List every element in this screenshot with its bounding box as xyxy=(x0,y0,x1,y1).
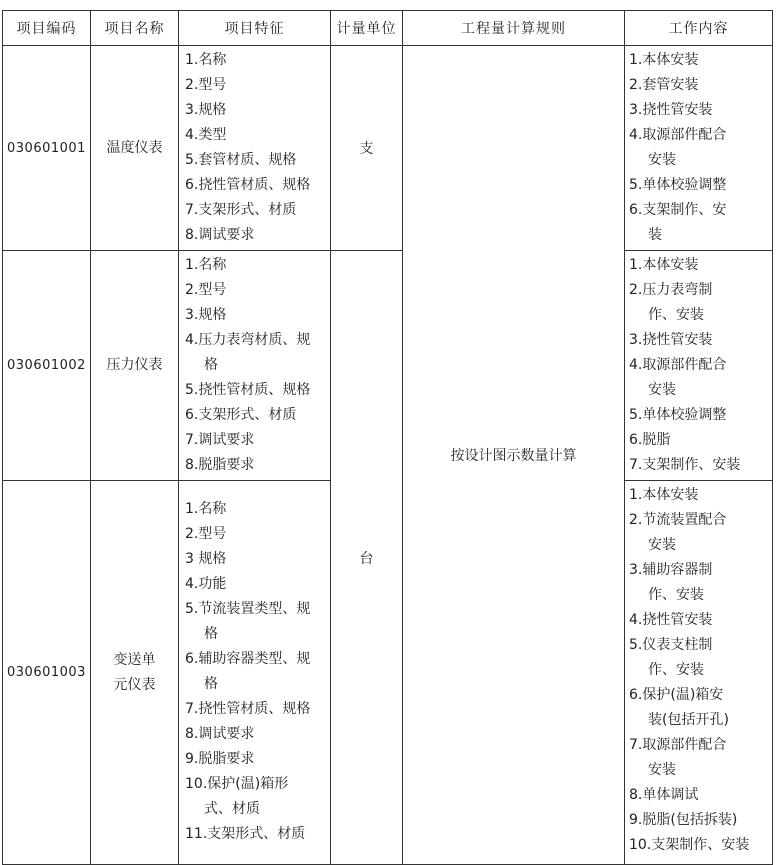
work-item: 10.支架制作、安装 xyxy=(629,837,750,853)
item-name-line: 元仪表 xyxy=(113,676,156,693)
work-item: 6.脱脂 xyxy=(629,432,671,448)
feature-item: 7.调试要求 xyxy=(185,432,255,448)
feature-item: 1.名称 xyxy=(185,501,227,517)
rule-cell: 按设计图示数量计算 xyxy=(403,46,625,865)
table-row xyxy=(3,251,773,481)
item-name: 温度仪表 xyxy=(91,46,179,251)
work-item: 4.取源部件配合 xyxy=(629,357,727,373)
work-item: 8.单体调试 xyxy=(629,787,699,803)
work-item: 6.支架制作、安 xyxy=(629,202,727,218)
work-item: 安装 xyxy=(648,152,676,168)
work-item: 作、安装 xyxy=(648,307,704,323)
feature-item: 2.型号 xyxy=(185,526,227,542)
feature-item: 3 规格 xyxy=(185,551,227,567)
feature-item: 3.规格 xyxy=(185,307,227,323)
work-item: 5.单体校验调整 xyxy=(629,177,727,193)
work-item: 4.挠性管安装 xyxy=(629,612,713,628)
work-item: 6.保护(温)箱安 xyxy=(629,687,724,703)
header-code: 项目编码 xyxy=(3,11,91,46)
item-code: 030601002 xyxy=(3,251,91,481)
work-item: 装 xyxy=(648,227,662,243)
item-name-line: 变送单 xyxy=(113,651,156,668)
header-work: 工作内容 xyxy=(625,11,773,46)
unit-cell: 支 xyxy=(331,46,403,251)
work-list xyxy=(625,481,773,865)
work-item: 安装 xyxy=(648,537,676,553)
work-item: 安装 xyxy=(648,382,676,398)
feature-list xyxy=(179,46,331,251)
feature-item: 2.型号 xyxy=(185,77,227,93)
feature-item: 11.支架形式、材质 xyxy=(185,826,306,842)
item-code: 030601003 xyxy=(3,481,91,865)
work-item: 安装 xyxy=(648,762,676,778)
feature-item: 3.规格 xyxy=(185,102,227,118)
feature-item: 4.类型 xyxy=(185,127,227,143)
header-unit: 计量单位 xyxy=(331,11,403,46)
feature-item: 6.支架形式、材质 xyxy=(185,407,297,423)
feature-item: 8.调试要求 xyxy=(185,726,255,742)
unit-cell: 台 xyxy=(331,251,403,865)
work-item: 2.套管安装 xyxy=(629,77,699,93)
item-code: 030601001 xyxy=(3,46,91,251)
work-item: 7.支架制作、安装 xyxy=(629,457,741,473)
header-features: 项目特征 xyxy=(179,11,331,46)
work-list xyxy=(625,46,773,251)
work-item: 2.节流装置配合 xyxy=(629,512,727,528)
work-item: 1.本体安装 xyxy=(629,52,699,68)
feature-item: 7.支架形式、材质 xyxy=(185,202,297,218)
feature-item: 式、材质 xyxy=(204,801,260,817)
feature-item: 9.脱脂要求 xyxy=(185,751,255,767)
work-item: 5.单体校验调整 xyxy=(629,407,727,423)
work-item: 作、安装 xyxy=(648,587,704,603)
work-item: 1.本体安装 xyxy=(629,487,699,503)
item-name: 压力仪表 xyxy=(91,251,179,481)
feature-item: 8.调试要求 xyxy=(185,227,255,243)
feature-item: 格 xyxy=(204,626,218,642)
work-item: 9.脱脂(包括拆装) xyxy=(629,812,738,828)
feature-item: 5.挠性管材质、规格 xyxy=(185,382,311,398)
feature-item: 2.型号 xyxy=(185,282,227,298)
feature-item: 10.保护(温)箱形 xyxy=(185,776,289,792)
table-row xyxy=(3,46,773,251)
work-item: 3.辅助容器制 xyxy=(629,562,713,578)
work-item: 3.挠性管安装 xyxy=(629,102,713,118)
work-item: 4.取源部件配合 xyxy=(629,127,727,143)
feature-item: 7.挠性管材质、规格 xyxy=(185,701,311,717)
work-item: 5.仪表支柱制 xyxy=(629,637,713,653)
feature-item: 6.挠性管材质、规格 xyxy=(185,177,311,193)
feature-item: 5.套管材质、规格 xyxy=(185,152,297,168)
feature-item: 格 xyxy=(204,676,218,692)
feature-item: 4.功能 xyxy=(185,576,227,592)
feature-item: 4.压力表弯材质、规 xyxy=(185,332,311,348)
work-item: 2.压力表弯制 xyxy=(629,282,713,298)
work-item: 7.取源部件配合 xyxy=(629,737,727,753)
feature-list xyxy=(179,251,331,481)
work-item: 装(包括开孔) xyxy=(648,712,729,728)
feature-item: 1.名称 xyxy=(185,257,227,273)
feature-item: 6.辅助容器类型、规 xyxy=(185,651,311,667)
header-rule: 工程量计算规则 xyxy=(403,11,625,46)
work-item: 1.本体安装 xyxy=(629,257,699,273)
feature-list xyxy=(179,481,331,865)
header-row xyxy=(3,11,773,46)
feature-item: 格 xyxy=(204,357,218,373)
feature-item: 8.脱脂要求 xyxy=(185,457,255,473)
header-name: 项目名称 xyxy=(91,11,179,46)
work-list xyxy=(625,251,773,481)
spec-table xyxy=(2,10,773,865)
work-item: 作、安装 xyxy=(648,662,704,678)
work-item: 3.挠性管安装 xyxy=(629,332,713,348)
feature-item: 1.名称 xyxy=(185,52,227,68)
feature-item: 5.节流装置类型、规 xyxy=(185,601,311,617)
item-name xyxy=(91,481,179,865)
